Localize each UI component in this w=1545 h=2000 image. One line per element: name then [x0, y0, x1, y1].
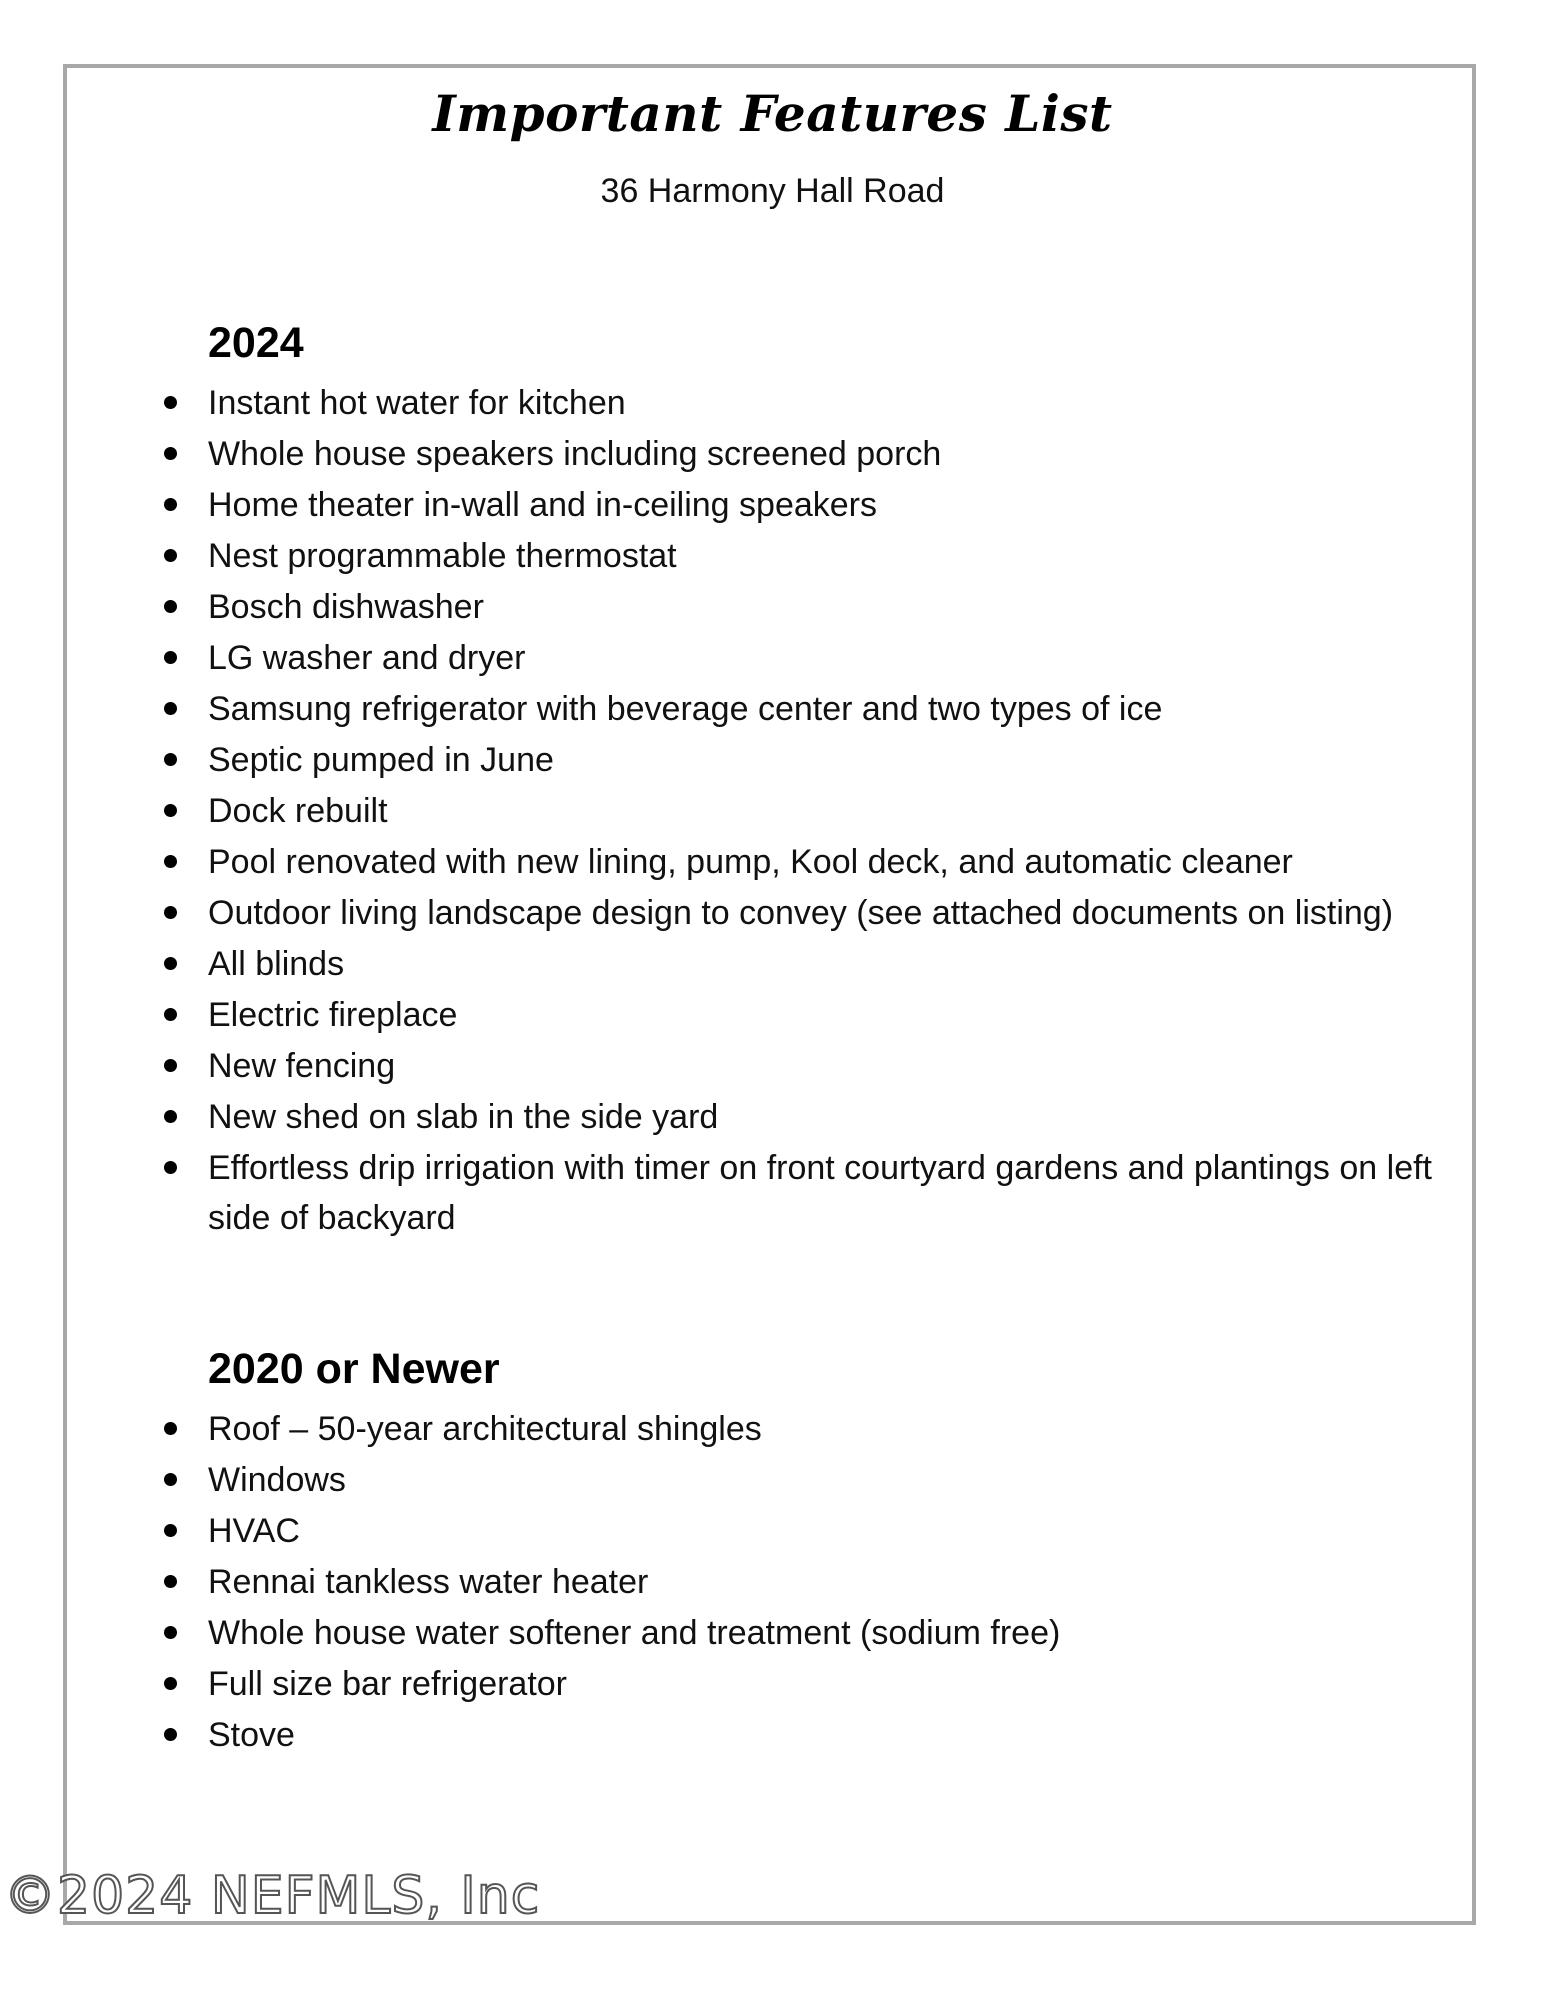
list-item	[140, 1659, 1460, 1709]
bullet-icon	[164, 1728, 177, 1741]
list-item	[140, 1557, 1460, 1607]
list-item-text: Instant hot water for kitchen	[208, 384, 626, 422]
list-item	[140, 786, 1460, 836]
list-item	[140, 1710, 1460, 1760]
list-item-text: Septic pumped in June	[208, 741, 554, 779]
list-item	[140, 990, 1460, 1040]
list-item-text: LG washer and dryer	[208, 639, 526, 677]
bullet-icon	[164, 1110, 177, 1123]
list-item	[140, 1404, 1460, 1454]
bullet-icon	[164, 1575, 177, 1588]
list-item-text: Windows	[208, 1461, 346, 1499]
list-item	[140, 1506, 1460, 1556]
list-item	[140, 939, 1460, 989]
bullet-icon	[164, 1008, 177, 1021]
section-2024	[140, 316, 1460, 1244]
list-item	[140, 684, 1460, 734]
list-item-text: Full size bar refrigerator	[208, 1665, 568, 1703]
section-2020-or-newer	[140, 1342, 1460, 1761]
list-item-text: HVAC	[208, 1512, 300, 1550]
property-address: 36 Harmony Hall Road	[600, 172, 945, 210]
section-heading: 2024	[208, 319, 304, 367]
list-item-text: All blinds	[208, 945, 345, 983]
list-item-text: Pool renovated with new lining, pump, Kool deck, and automatic cleaner	[208, 843, 1293, 881]
list-item	[140, 480, 1460, 530]
list-item-text: Samsung refrigerator with beverage center and two types of ice	[208, 690, 1163, 728]
bullet-icon	[164, 447, 177, 460]
bullet-icon	[164, 396, 177, 409]
bullet-icon	[164, 1626, 177, 1639]
list-item-text: Bosch dishwasher	[208, 588, 484, 626]
list-item-text: New shed on slab in the side yard	[208, 1098, 719, 1136]
bullet-icon	[164, 1677, 177, 1690]
feature-list	[140, 1404, 1460, 1760]
bullet-icon	[164, 753, 177, 766]
bullet-icon	[164, 1473, 177, 1486]
bullet-icon	[164, 855, 177, 868]
bullet-icon	[164, 702, 177, 715]
bullet-icon	[164, 1059, 177, 1072]
list-item-text: Home theater in-wall and in-ceiling speakers	[208, 486, 877, 524]
list-item	[140, 633, 1460, 683]
list-item	[140, 378, 1460, 428]
list-item	[140, 531, 1460, 581]
list-item-text: Dock rebuilt	[208, 792, 388, 830]
list-item	[140, 837, 1460, 887]
bullet-icon	[164, 498, 177, 511]
bullet-icon	[164, 1422, 177, 1435]
document-title: Important Features List	[432, 84, 1113, 143]
list-item	[140, 1455, 1460, 1505]
list-item	[140, 429, 1460, 479]
bullet-icon	[164, 651, 177, 664]
bullet-icon	[164, 1524, 177, 1537]
list-item	[140, 1143, 1460, 1243]
list-item	[140, 888, 1460, 938]
list-item-text: Outdoor living landscape design to convey (see attached documents on listing)	[208, 894, 1394, 932]
bullet-icon	[164, 1161, 177, 1174]
list-item-text: New fencing	[208, 1047, 396, 1085]
bullet-icon	[164, 957, 177, 970]
list-item-text: Roof – 50-year architectural shingles	[208, 1410, 762, 1448]
list-item	[140, 1092, 1460, 1142]
bullet-icon	[164, 600, 177, 613]
bullet-icon	[164, 906, 177, 919]
list-item	[140, 582, 1460, 632]
list-item-text: Rennai tankless water heater	[208, 1563, 649, 1601]
list-item-text: Stove	[208, 1716, 295, 1754]
list-item-text: Electric fireplace	[208, 996, 458, 1034]
section-heading: 2020 or Newer	[208, 1345, 500, 1393]
bullet-icon	[164, 804, 177, 817]
copyright-watermark: ©2024 NEFMLS, Inc	[4, 1866, 541, 1926]
list-item-text: Effortless drip irrigation with timer on front courtyard gardens and plantings on left side of backyard	[208, 1149, 1432, 1237]
bullet-icon	[164, 549, 177, 562]
list-item-text: Whole house speakers including screened porch	[208, 435, 942, 473]
feature-list	[140, 378, 1460, 1243]
list-item-text: Whole house water softener and treatment (sodium free)	[208, 1614, 1061, 1652]
list-item	[140, 735, 1460, 785]
list-item	[140, 1608, 1460, 1658]
list-item	[140, 1041, 1460, 1091]
list-item-text: Nest programmable thermostat	[208, 537, 677, 575]
